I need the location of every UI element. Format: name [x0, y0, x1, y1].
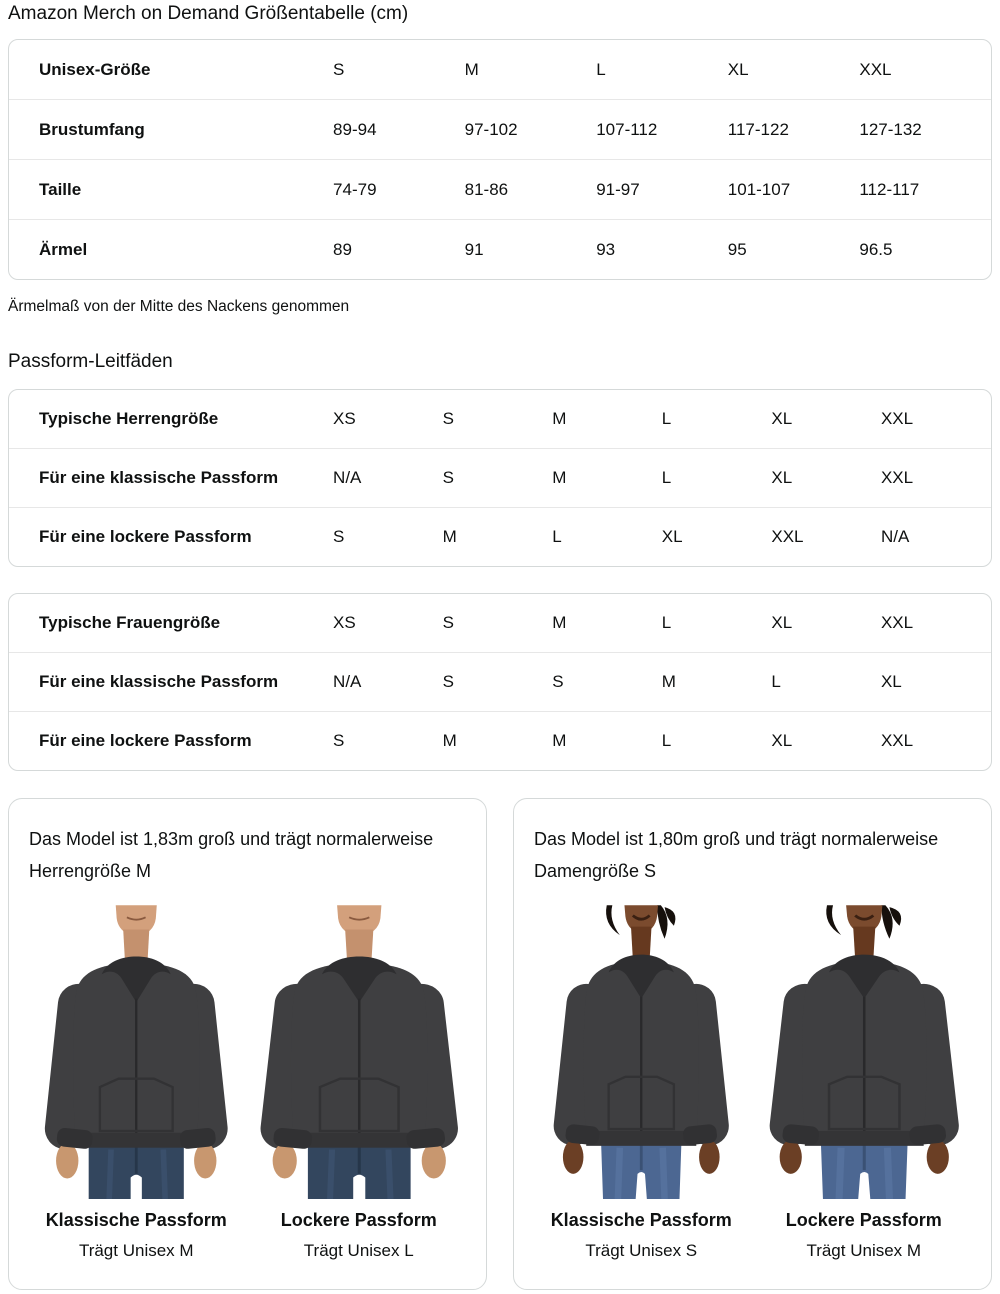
table-cell: 89-94 [333, 119, 377, 139]
table-cell: M [661, 672, 676, 691]
table-cell: L [596, 59, 606, 79]
table-cell: M [442, 527, 457, 546]
table-row [9, 100, 991, 160]
table-cell: M [552, 731, 567, 750]
table-cell: XXL [859, 59, 892, 79]
womens-fit-table [8, 593, 992, 771]
model-cards [8, 798, 992, 1290]
page-title: Amazon Merch on Demand Größentabelle (cm) [8, 3, 409, 24]
table-cell: XL [880, 672, 902, 691]
table-cell: XXL [880, 613, 914, 632]
mens-fit-table [8, 389, 992, 567]
table-cell: 127-132 [859, 119, 922, 139]
size-worn-label: Trägt Unisex S [585, 1241, 698, 1260]
model-description: Das Model ist 1,80m groß und trägt normalerweise Damengröße S [534, 829, 939, 881]
table-cell: S [442, 409, 454, 428]
table-cell: XS [333, 613, 356, 632]
row-label: Unisex-Größe [39, 59, 151, 79]
table-cell: L [661, 731, 672, 750]
table-cell: XL [771, 613, 793, 632]
sleeve-measure-note: Ärmelmaß von der Mitte des Nackens genommen [8, 298, 350, 315]
table-cell: M [552, 468, 567, 487]
table-row [9, 508, 991, 566]
row-label: Typische Herrengröße [39, 409, 219, 428]
model-photo-male-loose-fit [252, 899, 467, 1199]
table-cell: S [333, 731, 345, 750]
table-cell: M [464, 59, 479, 79]
table-cell: S [333, 527, 345, 546]
table-cell: L [661, 613, 672, 632]
row-label: Für eine klassische Passform [39, 672, 279, 691]
table-cell: 112-117 [859, 179, 920, 199]
table-row [9, 160, 991, 220]
table-row [9, 449, 991, 508]
fit-label: Lockere Passform [785, 1210, 942, 1230]
table-row [9, 40, 991, 100]
table-cell: 93 [596, 239, 616, 259]
table-cell: XXL [880, 731, 914, 750]
model-figure [252, 899, 467, 1261]
model-description: Das Model ist 1,83m groß und trägt normalerweise Herrengröße M [29, 829, 434, 881]
table-row [9, 390, 991, 449]
table-cell: 89 [333, 239, 352, 259]
table-cell: L [552, 527, 562, 546]
table-cell: S [552, 672, 564, 691]
table-row [9, 653, 991, 712]
table-cell: L [661, 468, 672, 487]
size-worn-label: Trägt Unisex L [303, 1241, 414, 1260]
size-worn-label: Trägt Unisex M [78, 1241, 194, 1260]
fit-guides-heading: Passform-Leitfäden [8, 351, 173, 372]
row-label: Taille [39, 179, 82, 199]
row-label: Brustumfang [39, 119, 145, 139]
table-cell: 91-97 [596, 179, 640, 199]
table-cell: XXL [880, 468, 914, 487]
row-label: Für eine lockere Passform [39, 731, 252, 750]
table-cell: N/A [333, 672, 362, 691]
model-figures [29, 899, 466, 1261]
table-cell: M [552, 409, 567, 428]
fit-label: Klassische Passform [45, 1210, 227, 1230]
table-cell: S [442, 672, 454, 691]
table-cell: S [333, 59, 345, 79]
table-cell: XL [771, 468, 793, 487]
table-cell: S [442, 613, 454, 632]
model-figure [29, 899, 244, 1261]
table-cell: XXL [771, 527, 804, 546]
table-cell: XL [771, 731, 793, 750]
table-cell: XL [661, 527, 683, 546]
model-photo-male-classic-fit [29, 899, 244, 1199]
table-cell: L [661, 409, 672, 428]
table-cell: L [771, 672, 781, 691]
table-cell: 95 [727, 239, 747, 259]
fit-label: Klassische Passform [550, 1210, 732, 1230]
row-label: Für eine lockere Passform [39, 527, 252, 546]
unisex-size-table [8, 39, 992, 280]
table-cell: 74-79 [333, 179, 377, 199]
table-cell: N/A [880, 527, 910, 546]
size-worn-label: Trägt Unisex M [806, 1241, 922, 1260]
model-figure [534, 899, 749, 1261]
model-photo-female-loose-fit [757, 899, 972, 1199]
table-cell: XL [771, 409, 793, 428]
table-cell: XXL [880, 409, 914, 428]
table-cell: XL [727, 59, 749, 79]
row-label: Typische Frauengröße [39, 613, 221, 632]
table-row [9, 220, 991, 279]
table-cell: 97-102 [464, 119, 518, 139]
table-cell: 96.5 [859, 239, 893, 259]
womens-model-card [513, 798, 992, 1290]
table-cell: 107-112 [596, 119, 658, 139]
row-label: Für eine klassische Passform [39, 468, 279, 487]
table-cell: 91 [464, 239, 484, 259]
table-cell: S [442, 468, 454, 487]
fit-label: Lockere Passform [280, 1210, 437, 1230]
table-row [9, 712, 991, 770]
model-figure [757, 899, 972, 1261]
table-row [9, 594, 991, 653]
table-cell: 101-107 [727, 179, 791, 199]
row-label: Ärmel [39, 239, 88, 259]
table-cell: M [442, 731, 457, 750]
model-photo-female-classic-fit [534, 899, 749, 1199]
table-cell: N/A [333, 468, 362, 487]
table-cell: XS [333, 409, 356, 428]
model-figures [534, 899, 971, 1261]
table-cell: 117-122 [727, 119, 789, 139]
table-cell: M [552, 613, 567, 632]
table-cell: 81-86 [464, 179, 509, 199]
mens-model-card [8, 798, 487, 1290]
